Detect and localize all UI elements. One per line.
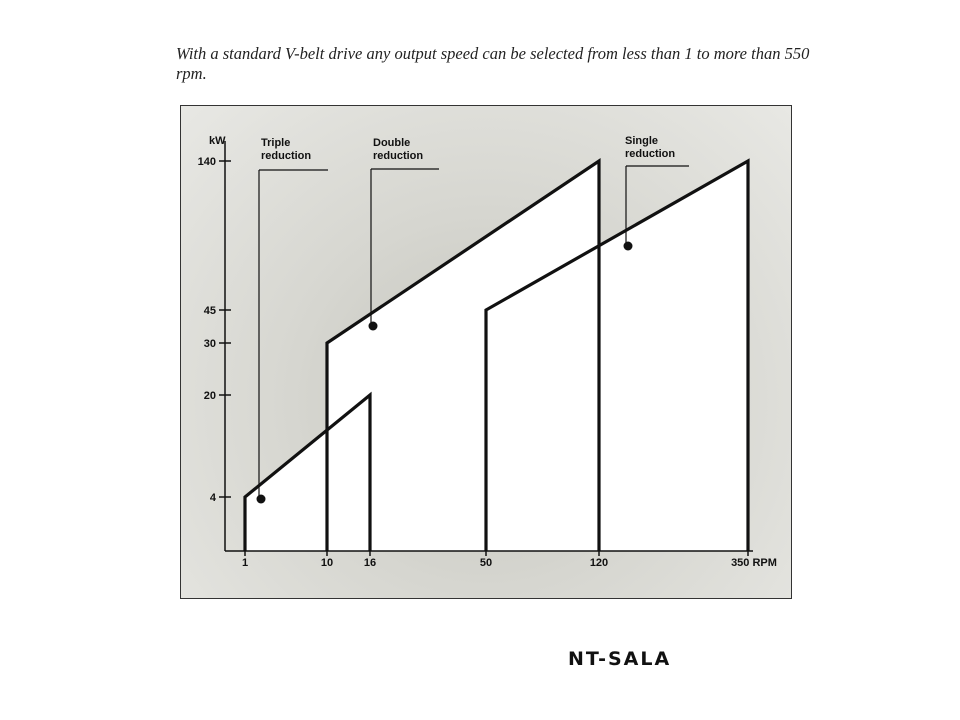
y-tick-label: 45	[203, 305, 216, 317]
x-tick-label: 16	[363, 557, 377, 569]
leader-dot	[257, 495, 266, 504]
x-tick-label: 50	[479, 557, 493, 569]
y-tick-label: 20	[203, 390, 216, 402]
speed-power-chart	[181, 106, 793, 600]
nt-sala-logo: NT-SALA	[568, 648, 672, 670]
x-tick-label: 120	[589, 557, 609, 569]
chart-panel	[180, 105, 792, 599]
series-label: Double reduction	[373, 137, 424, 162]
x-tick-label: 10	[320, 557, 334, 569]
series-label: Single reduction	[625, 135, 676, 160]
leader-dot	[624, 242, 633, 251]
x-tick-label: 350 RPM	[731, 557, 777, 569]
leader-dot	[369, 322, 378, 331]
y-tick-label: 4	[209, 492, 216, 504]
y-axis-label: kW	[209, 135, 226, 147]
y-tick-label: 30	[203, 338, 216, 350]
y-tick-label: 140	[197, 156, 216, 168]
region-fill	[245, 395, 370, 551]
caption: With a standard V-belt drive any output speed can be selected from less than 1 to more than 550 rpm.	[176, 44, 810, 83]
series-label: Triple reduction	[261, 137, 312, 162]
x-tick-label: 1	[241, 557, 249, 569]
